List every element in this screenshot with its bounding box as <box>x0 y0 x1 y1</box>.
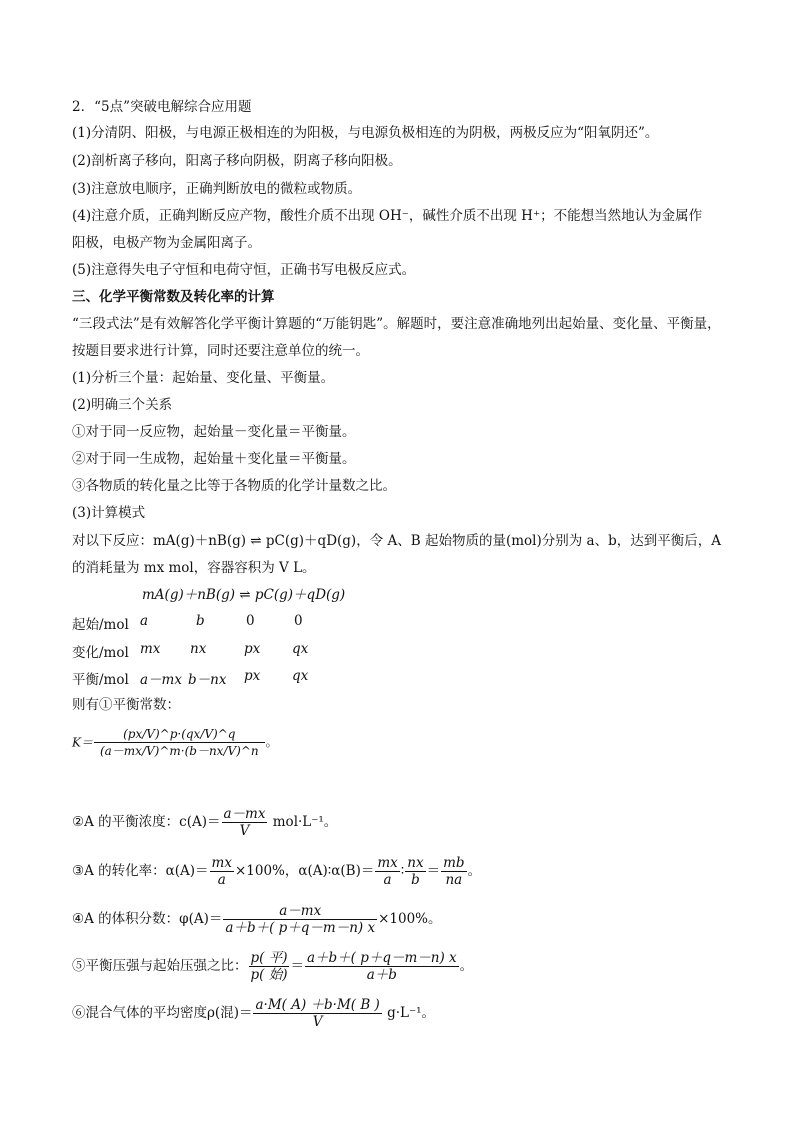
formula-denominator: V <box>312 1014 323 1030</box>
formula-numerator: mx <box>377 855 398 871</box>
text-line: (4)注意介质，正确判断反应产物，酸性介质不出现 OH⁻，碱性介质不出现 H⁺；不能想当然地认为金属作 <box>72 208 703 224</box>
table-cell: a－mx <box>140 672 182 688</box>
formula-numerator: a·M( A) ＋b·M( B ) <box>255 997 380 1013</box>
formula-denominator: a＋b <box>366 967 397 983</box>
text-line: (2)剖析离子移向，阳离子移向阴极，阴离子移向阳极。 <box>72 153 402 169</box>
row-label: 起始/mol <box>72 617 129 633</box>
formula-prefix: ⑤平衡压强与起始压强之比： <box>72 958 248 974</box>
text-line: ②对于同一生成物，起始量＋变化量＝平衡量。 <box>72 451 356 467</box>
formula-equilibrium-constant <box>72 726 278 759</box>
text-line: 按题目要求进行计算，同时还要注意单位的统一。 <box>72 343 369 359</box>
formula-prefix: ②A 的平衡浓度：c(A)＝ <box>72 814 221 830</box>
formula-average-density <box>72 997 435 1030</box>
reaction-equation: mA(g)＋nB(g) ⇌ pC(g)＋qD(g) <box>142 587 346 603</box>
table-cell: px <box>244 668 261 684</box>
formula-numerator: (px/V)^p·(qx/V)^q <box>94 726 265 743</box>
formula-numerator: mb <box>443 855 465 871</box>
formula-suffix: ×100%。 <box>378 911 442 927</box>
table-cell: mx <box>140 641 161 657</box>
text-line: (3)计算模式 <box>72 505 146 521</box>
text-line: 对以下反应：mA(g)＋nB(g) ⇌ pC(g)＋qD(g)，令 A、B 起始物质的量(mol)分别为 a、b，达到平衡后，A <box>72 533 721 549</box>
formula-prefix: ⑥混合气体的平均密度ρ(混)＝ <box>72 1005 253 1021</box>
formula-numerator: mx <box>211 855 232 871</box>
table-cell: b <box>196 613 205 629</box>
formula-prefix: K＝ <box>72 735 93 750</box>
text-line: 的消耗量为 mx mol，容器容积为 V L。 <box>72 560 316 576</box>
table-cell: b－nx <box>188 672 227 688</box>
formula-numerator: a－mx <box>223 903 377 920</box>
text-line: (3)注意放电顺序，正确判断放电的微粒或物质。 <box>72 181 362 197</box>
table-cell: 0 <box>246 613 255 629</box>
table-cell: nx <box>190 641 207 657</box>
formula-denominator: b <box>411 872 420 888</box>
table-cell: px <box>244 641 261 657</box>
text-line: 则有①平衡常数： <box>72 697 180 713</box>
text-line: (2)明确三个关系 <box>72 397 173 413</box>
text-line: ①对于同一反应物，起始量－变化量＝平衡量。 <box>72 424 356 440</box>
formula-end: 。 <box>265 735 278 749</box>
text-line: (1)分清阴、阳极，与电源正极相连的为阳极，与电源负极相连的为阴极，两极反应为“阳氧阴还”。 <box>72 125 659 141</box>
row-label: 变化/mol <box>72 645 129 661</box>
formula-numerator: a＋b＋( p＋q－m－n) x <box>306 950 457 966</box>
table-cell: 0 <box>294 613 303 629</box>
table-cell: qx <box>292 641 309 657</box>
formula-denominator: (a－mx/V)^m·(b－nx/V)^n <box>99 744 259 758</box>
formula-denominator: a＋b＋( p＋q－m－n) x <box>225 920 376 936</box>
formula-prefix: ④A 的体积分数：φ(A)＝ <box>72 911 223 927</box>
table-cell: a <box>140 613 149 629</box>
formula-denominator: p( 始) <box>250 967 288 983</box>
formula-denominator: a <box>383 872 392 888</box>
formula-conversion-rate: ③A 的转化率：α(A)＝ $\frac{mx}{a}$ ×100%，α(A)∶α(B)＝ $\frac{mx}{a}$ ∶ $\frac{nx}{b}$ ＝ $\frac{mb}{na}$ 。 <box>72 855 482 888</box>
section-heading-equilibrium: 三、化学平衡常数及转化率的计算 <box>72 289 275 305</box>
text-line: 阳极，电极产物为金属阳离子。 <box>72 235 261 251</box>
text-line: (5)注意得失电子守恒和电荷守恒，正确书写电极反应式。 <box>72 262 416 278</box>
row-label: 平衡/mol <box>72 672 129 688</box>
text-line: “三段式法”是有效解答化学平衡计算题的“万能钥匙”。解题时，要注意准确地列出起始量、变化量、平衡量， <box>72 316 721 332</box>
formula-numerator: a－mx <box>223 806 266 822</box>
formula-equilibrium-concentration <box>72 806 337 839</box>
formula-pressure-ratio: ⑤平衡压强与起始压强之比： $\frac{\text{p( 平)}}{\text{p( 始)}}$ ＝ $\frac{a+b+( p+q-m-n) x}{a+b}$ 。 <box>72 950 474 983</box>
formula-numerator: nx <box>407 855 424 871</box>
formula-prefix: ③A 的转化率：α(A)＝ <box>72 863 209 879</box>
formula-suffix: g·L⁻¹。 <box>382 1005 436 1021</box>
formula-volume-fraction <box>72 903 442 936</box>
formula-denominator: a <box>217 872 226 888</box>
table-cell: qx <box>292 668 309 684</box>
formula-denominator: na <box>445 872 463 888</box>
section-heading-electrolysis: 2．“5点”突破电解综合应用题 <box>72 99 252 115</box>
formula-mid: ×100%，α(A)∶α(B)＝ <box>234 863 375 879</box>
text-line: ③各物质的转化量之比等于各物质的化学计量数之比。 <box>72 478 396 494</box>
text-line: (1)分析三个量：起始量、变化量、平衡量。 <box>72 370 335 386</box>
formula-numerator: p( 平) <box>250 950 288 966</box>
formula-denominator: V <box>239 823 250 839</box>
formula-suffix: mol·L⁻¹。 <box>268 814 338 830</box>
